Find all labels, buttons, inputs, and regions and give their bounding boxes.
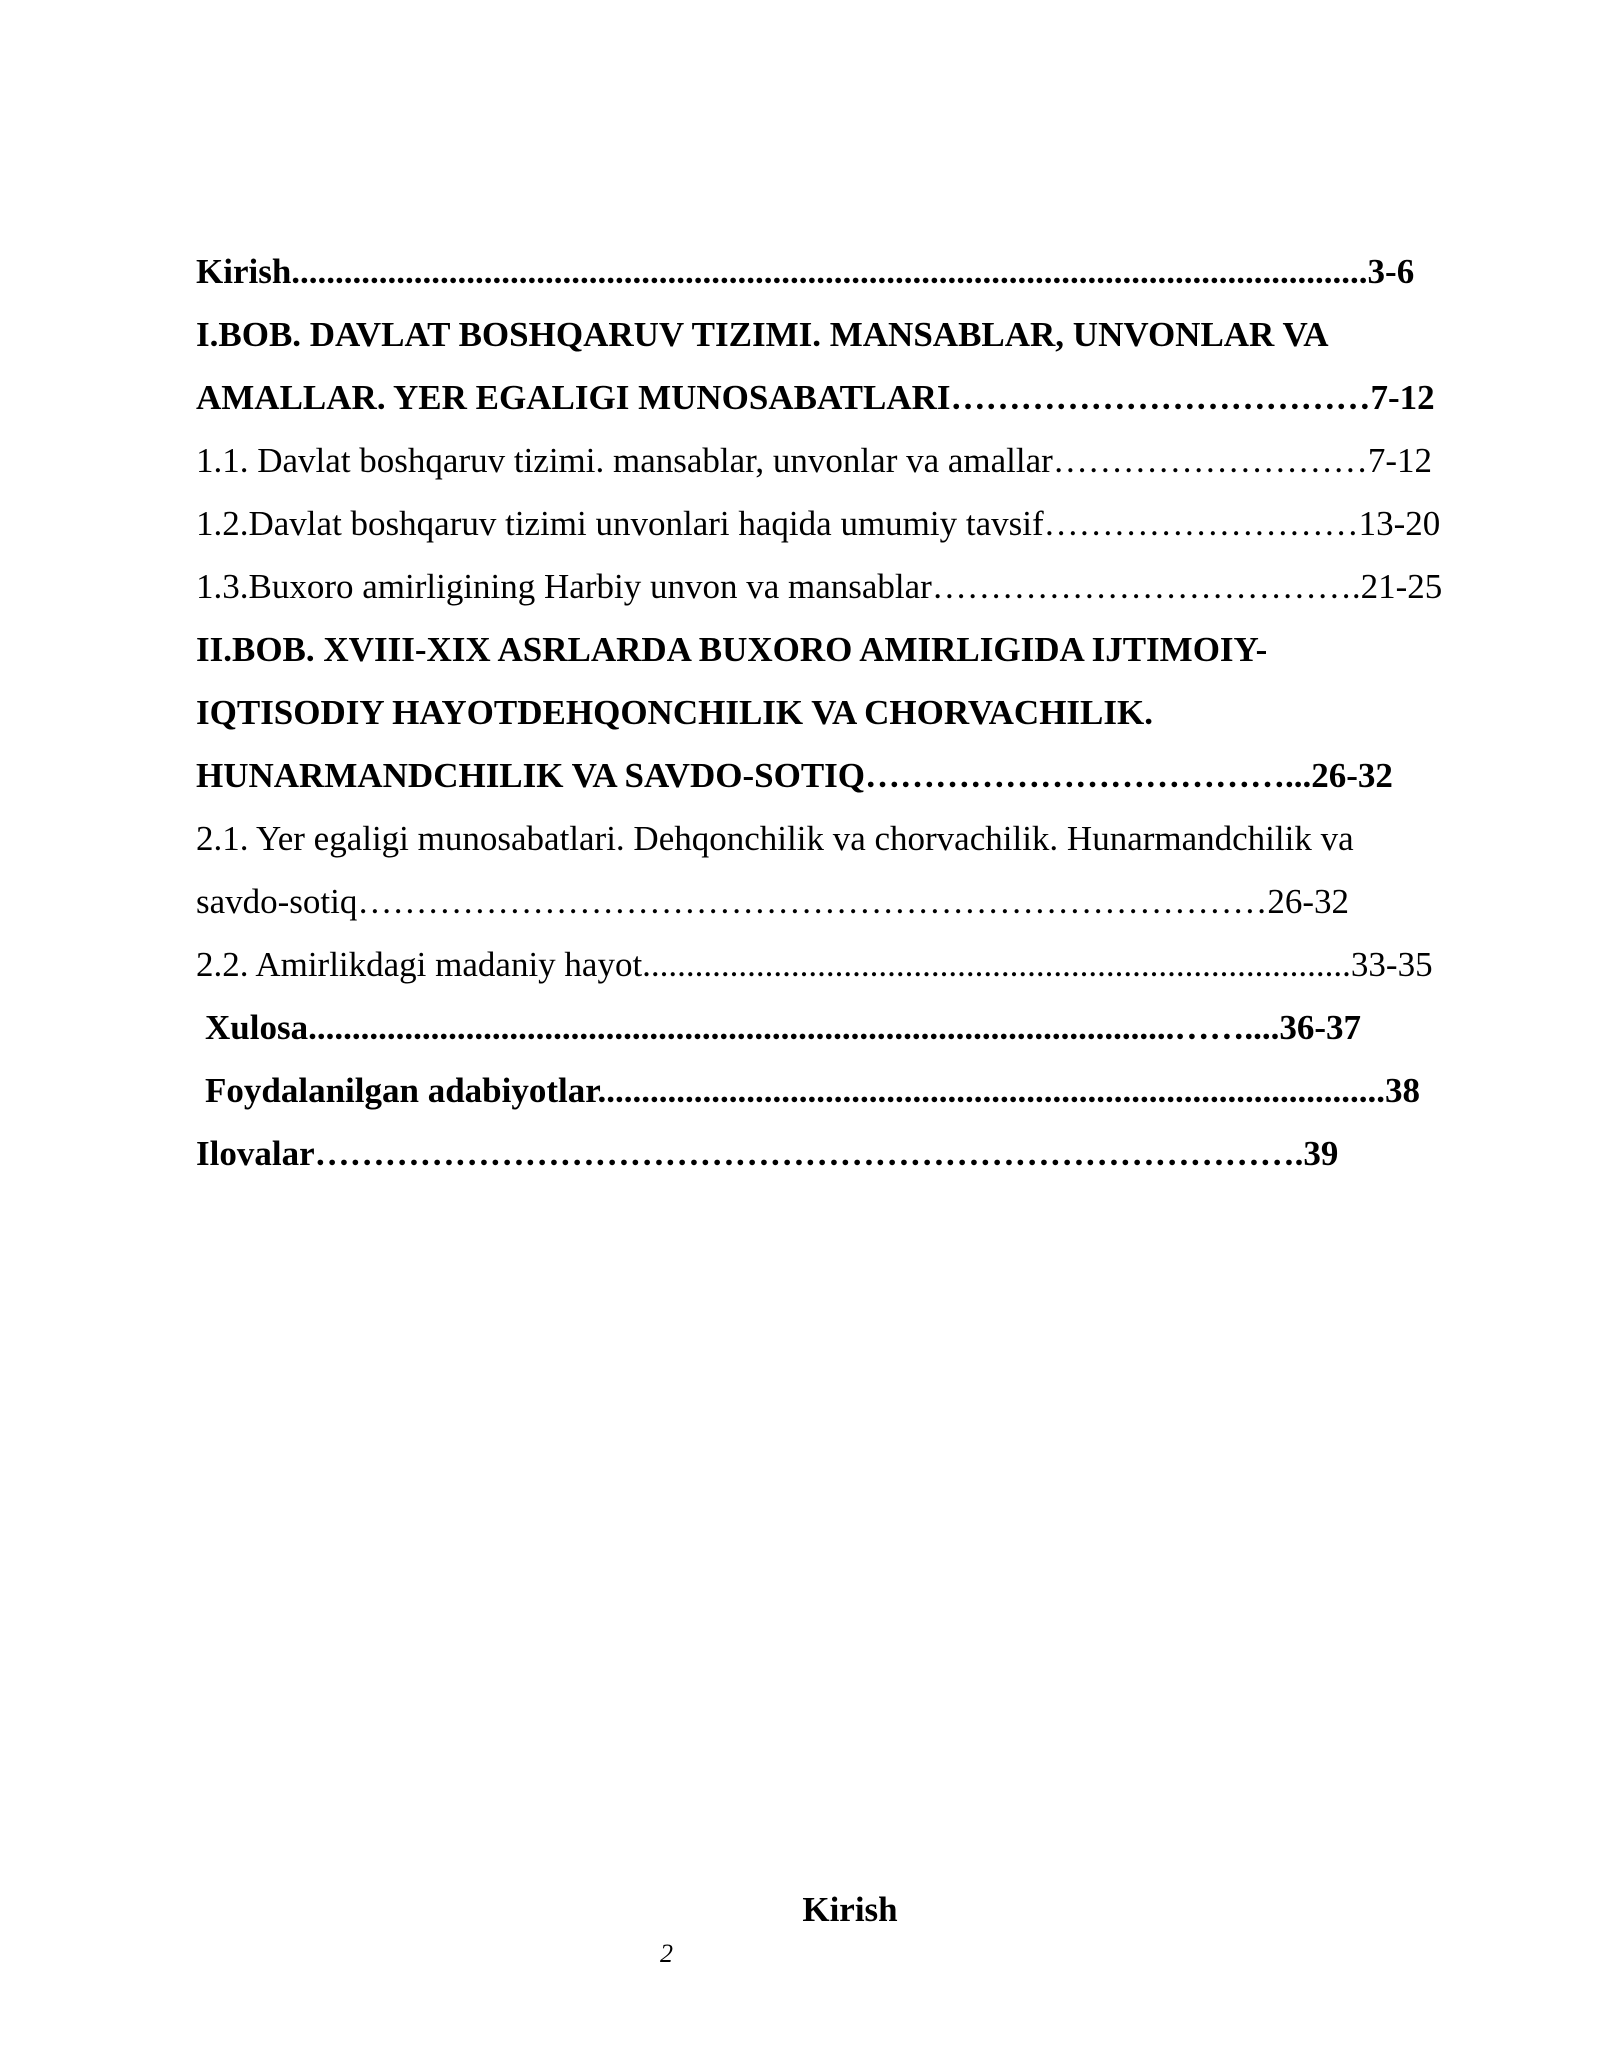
toc-entry-intro: Kirish...........................................................................................................................3-6	[196, 252, 1415, 291]
toc-entry-section-1-1: 1.1. Davlat boshqaruv tizimi. mansablar, unvonlar va amallar………………………7-12	[196, 441, 1432, 480]
toc-entry-section-1-3: 1.3.Buxoro amirligining Harbiy unvon va mansablar……………………………….21-25	[196, 567, 1443, 606]
toc-entry-chapter-2-line-2: IQTISODIY HAYOTDEHQONCHILIK VA CHORVACHILIK.	[196, 693, 1153, 732]
toc-entry-section-2-2: 2.2. Amirlikdagi madaniy hayot.................................................................................33-35	[196, 945, 1433, 984]
toc-entry-section-2-1-line-2: savdo-sotiq……………………………………………………………………26-32	[196, 882, 1350, 921]
toc-entry-section-2-1-line-1: 2.1. Yer egaligi munosabatlari. Dehqonchilik va chorvachilik. Hunarmandchilik va	[196, 819, 1354, 858]
toc-entry-chapter-1-line-1: I.BOB. DAVLAT BOSHQARUV TIZIMI. MANSABLAR, UNVONLAR VA	[196, 315, 1329, 354]
toc-entry-references: Foydalanilgan adabiyotlar..........................................................................................38	[205, 1071, 1421, 1110]
toc-entry-chapter-1-line-2: AMALLAR. YER EGALIGI MUNOSABATLARI………………………………7-12	[196, 378, 1435, 417]
toc-entry-chapter-2-line-3: HUNARMANDCHILIK VA SAVDO-SOTIQ………………………………...26-32	[196, 756, 1393, 795]
page-number: 2	[660, 1939, 673, 1968]
toc-entry-conclusion: Xulosa...................................................................................................……....36-37	[205, 1008, 1361, 1047]
toc-entry-appendices: Ilovalar………………………………………………………………………….39	[196, 1134, 1339, 1173]
toc-entry-section-1-2: 1.2.Davlat boshqaruv tizimi unvonlari haqida umumiy tavsif………………………13-20	[196, 504, 1441, 543]
table-of-contents	[196, 240, 1496, 1185]
section-heading-intro: Kirish	[802, 1890, 898, 1929]
toc-entry-chapter-2-line-1: II.BOB. XVIII-XIX ASRLARDA BUXORO AMIRLIGIDA IJTIMOIY-	[196, 630, 1268, 669]
